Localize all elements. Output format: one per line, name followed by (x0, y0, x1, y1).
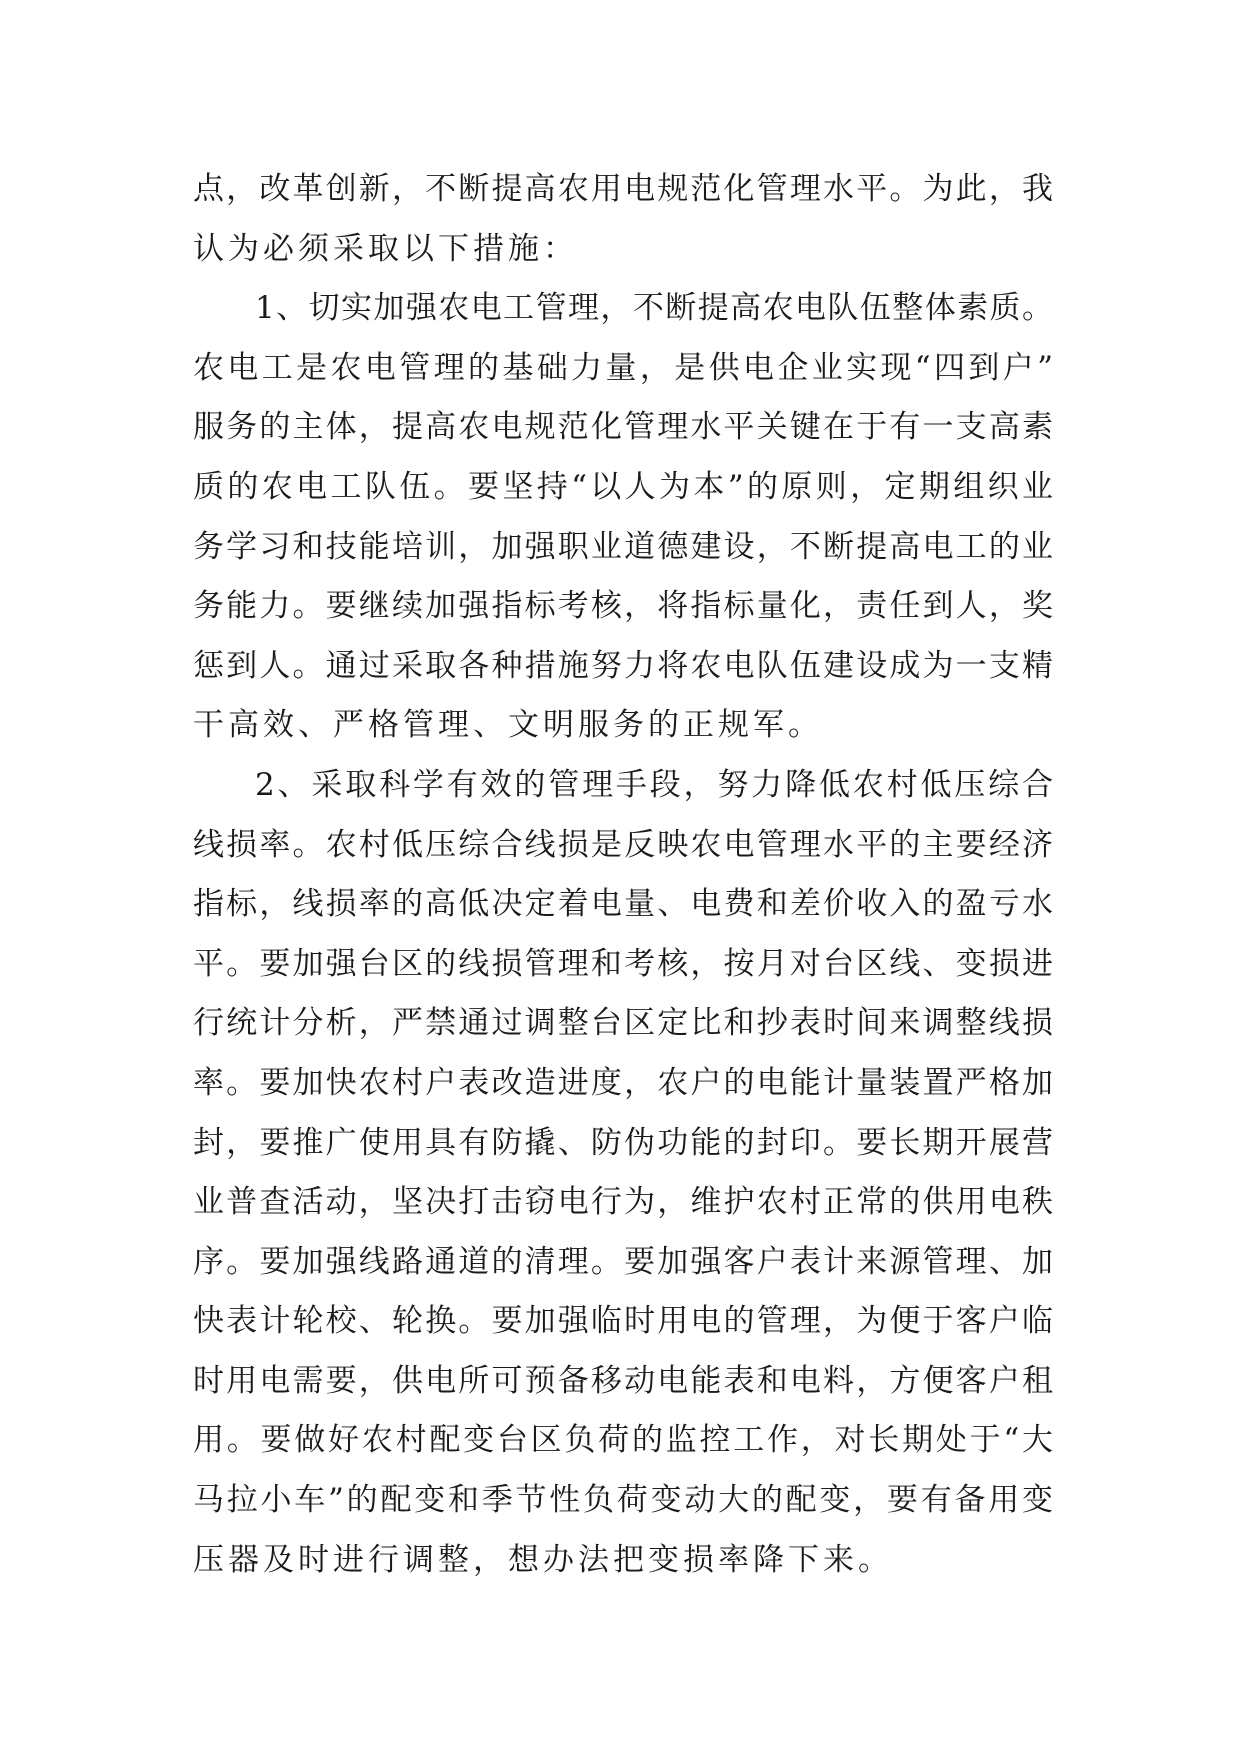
text-line: 服务的主体，提高农电规范化管理水平关键在于有一支高素 (193, 409, 1053, 446)
text-line: 惩到人。通过采取各种措施努力将农电队伍建设成为一支精 (193, 647, 1053, 684)
text-line: 压器及时进行调整，想办法把变损率降下来。 (193, 1541, 893, 1578)
text-line: 业普查活动，坚决打击窃电行为，维护农村正常的供用电秩 (193, 1184, 1053, 1221)
text-line: 点，改革创新，不断提高农用电规范化管理水平。为此，我 (193, 171, 1053, 207)
text-line: 平。要加强台区的线损管理和考核，按月对台区线、变损进 (193, 945, 1053, 982)
text-line: 质的农电工队伍。要坚持“以人为本”的原则，定期组织业 (193, 468, 1053, 505)
text-line: 农电工是农电管理的基础力量，是供电企业实现“四到户” (193, 349, 1053, 386)
text-line: 指标，线损率的高低决定着电量、电费和差价收入的盈亏水 (193, 886, 1053, 923)
text-line: 2、采取科学有效的管理手段，努力降低农村低压综合 (255, 766, 1053, 803)
text-line: 行统计分析，严禁通过调整台区定比和抄表时间来调整线损 (193, 1005, 1053, 1042)
text-line: 快表计轮校、轮换。要加强临时用电的管理，为便于客户临 (193, 1303, 1053, 1340)
text-line: 率。要加快农村户表改造进度，农户的电能计量装置严格加 (193, 1064, 1053, 1101)
text-line: 用。要做好农村配变台区负荷的监控工作，对长期处于“大 (193, 1422, 1053, 1459)
text-line: 干高效、严格管理、文明服务的正规军。 (193, 707, 823, 744)
text-line: 务学习和技能培训，加强职业道德建设，不断提高电工的业 (193, 528, 1053, 565)
document-body (193, 160, 1053, 1590)
text-line: 认为必须采取以下措施： (193, 230, 578, 267)
text-line: 1、切实加强农电工管理，不断提高农电队伍整体素质。 (255, 290, 1053, 327)
text-line: 马拉小车”的配变和季节性负荷变动大的配变，要有备用变 (193, 1482, 1053, 1519)
text-line: 务能力。要继续加强指标考核，将指标量化，责任到人，奖 (193, 588, 1053, 625)
text-line: 封，要推广使用具有防撬、防伪功能的封印。要长期开展营 (193, 1124, 1053, 1161)
text-line: 序。要加强线路通道的清理。要加强客户表计来源管理、加 (193, 1243, 1053, 1280)
text-line: 线损率。农村低压综合线损是反映农电管理水平的主要经济 (193, 826, 1053, 863)
text-line: 时用电需要，供电所可预备移动电能表和电料，方便客户租 (193, 1362, 1053, 1399)
